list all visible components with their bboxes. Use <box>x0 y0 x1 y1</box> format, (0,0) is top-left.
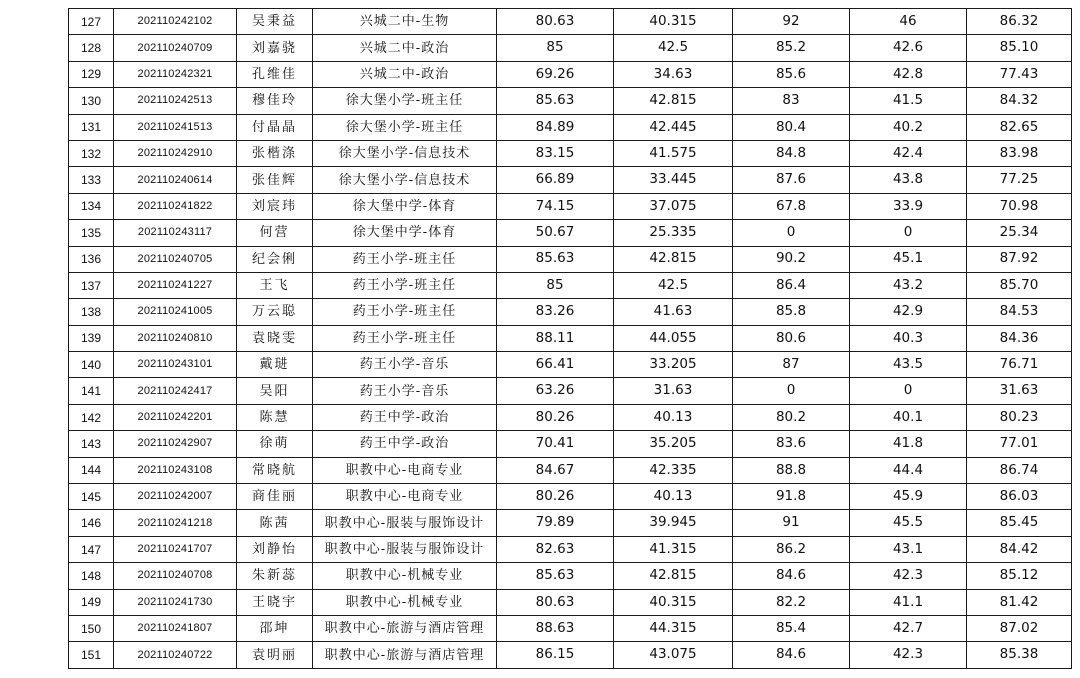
cell-total-score: 82.65 <box>967 114 1072 140</box>
cell-written-weighted: 43.075 <box>614 642 733 668</box>
cell-interview-weighted: 40.2 <box>850 114 967 140</box>
cell-written-score: 86.15 <box>497 642 614 668</box>
cell-interview-score: 67.8 <box>733 193 850 219</box>
table-row <box>69 536 1072 562</box>
cell-candidate-name: 徐萌 <box>237 431 313 457</box>
cell-written-weighted: 42.5 <box>614 272 733 298</box>
table-row <box>69 140 1072 166</box>
cell-written-score: 83.26 <box>497 299 614 325</box>
cell-written-score: 80.26 <box>497 484 614 510</box>
cell-written-weighted: 42.445 <box>614 114 733 140</box>
cell-written-score: 85 <box>497 35 614 61</box>
cell-candidate-name: 张楷涤 <box>237 140 313 166</box>
table-row <box>69 642 1072 668</box>
cell-exam-id: 202110243117 <box>114 220 237 246</box>
cell-seq-no: 137 <box>69 272 114 298</box>
cell-written-score: 83.15 <box>497 140 614 166</box>
cell-interview-score: 85.8 <box>733 299 850 325</box>
table-row <box>69 272 1072 298</box>
cell-interview-score: 80.2 <box>733 404 850 430</box>
cell-exam-id: 202110241218 <box>114 510 237 536</box>
cell-position: 徐大堡小学-班主任 <box>313 88 497 114</box>
cell-interview-weighted: 46 <box>850 9 967 35</box>
cell-seq-no: 133 <box>69 167 114 193</box>
cell-total-score: 85.70 <box>967 272 1072 298</box>
cell-exam-id: 202110241005 <box>114 299 237 325</box>
cell-interview-score: 80.6 <box>733 325 850 351</box>
table-row <box>69 9 1072 35</box>
cell-written-weighted: 33.205 <box>614 352 733 378</box>
table-row <box>69 589 1072 615</box>
cell-candidate-name: 王晓宇 <box>237 589 313 615</box>
cell-seq-no: 149 <box>69 589 114 615</box>
cell-interview-weighted: 42.4 <box>850 140 967 166</box>
cell-interview-score: 84.6 <box>733 642 850 668</box>
cell-interview-weighted: 45.1 <box>850 246 967 272</box>
cell-written-score: 70.41 <box>497 431 614 457</box>
cell-interview-weighted: 42.6 <box>850 35 967 61</box>
cell-seq-no: 146 <box>69 510 114 536</box>
cell-total-score: 87.92 <box>967 246 1072 272</box>
cell-written-weighted: 40.315 <box>614 589 733 615</box>
cell-position: 药王小学-班主任 <box>313 246 497 272</box>
cell-exam-id: 202110242201 <box>114 404 237 430</box>
score-table-body <box>69 9 1072 669</box>
cell-interview-weighted: 45.9 <box>850 484 967 510</box>
cell-exam-id: 202110240705 <box>114 246 237 272</box>
cell-exam-id: 202110242417 <box>114 378 237 404</box>
cell-written-weighted: 42.815 <box>614 88 733 114</box>
cell-seq-no: 127 <box>69 9 114 35</box>
cell-interview-weighted: 43.1 <box>850 536 967 562</box>
cell-position: 职教中心-电商专业 <box>313 457 497 483</box>
cell-written-weighted: 35.205 <box>614 431 733 457</box>
table-row <box>69 431 1072 457</box>
cell-position: 药王小学-班主任 <box>313 325 497 351</box>
cell-interview-weighted: 42.9 <box>850 299 967 325</box>
cell-interview-score: 0 <box>733 378 850 404</box>
table-row <box>69 563 1072 589</box>
cell-interview-weighted: 41.1 <box>850 589 967 615</box>
cell-written-weighted: 33.445 <box>614 167 733 193</box>
cell-exam-id: 202110242007 <box>114 484 237 510</box>
table-row <box>69 484 1072 510</box>
cell-written-weighted: 40.13 <box>614 484 733 510</box>
cell-total-score: 85.12 <box>967 563 1072 589</box>
cell-interview-score: 91 <box>733 510 850 536</box>
cell-seq-no: 141 <box>69 378 114 404</box>
cell-written-score: 88.11 <box>497 325 614 351</box>
cell-seq-no: 150 <box>69 615 114 641</box>
cell-position: 药王小学-音乐 <box>313 378 497 404</box>
cell-interview-weighted: 43.2 <box>850 272 967 298</box>
cell-candidate-name: 付晶晶 <box>237 114 313 140</box>
cell-candidate-name: 常晓航 <box>237 457 313 483</box>
cell-total-score: 31.63 <box>967 378 1072 404</box>
cell-exam-id: 202110240708 <box>114 563 237 589</box>
cell-interview-weighted: 42.3 <box>850 563 967 589</box>
cell-written-score: 80.63 <box>497 9 614 35</box>
cell-position: 职教中心-电商专业 <box>313 484 497 510</box>
cell-written-score: 88.63 <box>497 615 614 641</box>
cell-candidate-name: 邵坤 <box>237 615 313 641</box>
cell-candidate-name: 袁明丽 <box>237 642 313 668</box>
cell-seq-no: 151 <box>69 642 114 668</box>
cell-total-score: 85.45 <box>967 510 1072 536</box>
table-row <box>69 167 1072 193</box>
cell-written-weighted: 40.315 <box>614 9 733 35</box>
cell-position: 药王中学-政治 <box>313 431 497 457</box>
cell-candidate-name: 吴阳 <box>237 378 313 404</box>
cell-interview-score: 82.2 <box>733 589 850 615</box>
cell-seq-no: 130 <box>69 88 114 114</box>
cell-total-score: 86.03 <box>967 484 1072 510</box>
cell-candidate-name: 何营 <box>237 220 313 246</box>
cell-exam-id: 202110241822 <box>114 193 237 219</box>
cell-exam-id: 202110241227 <box>114 272 237 298</box>
cell-interview-weighted: 43.8 <box>850 167 967 193</box>
cell-seq-no: 145 <box>69 484 114 510</box>
cell-position: 职教中心-服装与服饰设计 <box>313 510 497 536</box>
cell-interview-weighted: 0 <box>850 220 967 246</box>
cell-written-score: 82.63 <box>497 536 614 562</box>
cell-interview-weighted: 0 <box>850 378 967 404</box>
cell-written-weighted: 44.315 <box>614 615 733 641</box>
cell-total-score: 84.42 <box>967 536 1072 562</box>
cell-written-weighted: 34.63 <box>614 61 733 87</box>
cell-written-weighted: 42.5 <box>614 35 733 61</box>
table-row <box>69 615 1072 641</box>
cell-written-score: 85.63 <box>497 246 614 272</box>
cell-interview-score: 86.2 <box>733 536 850 562</box>
cell-seq-no: 136 <box>69 246 114 272</box>
cell-total-score: 84.32 <box>967 88 1072 114</box>
table-row <box>69 35 1072 61</box>
cell-position: 药王小学-班主任 <box>313 272 497 298</box>
cell-written-weighted: 41.575 <box>614 140 733 166</box>
cell-exam-id: 202110240614 <box>114 167 237 193</box>
table-row <box>69 299 1072 325</box>
cell-exam-id: 202110240810 <box>114 325 237 351</box>
cell-interview-score: 85.2 <box>733 35 850 61</box>
cell-candidate-name: 商佳丽 <box>237 484 313 510</box>
cell-interview-weighted: 44.4 <box>850 457 967 483</box>
cell-interview-score: 91.8 <box>733 484 850 510</box>
cell-written-weighted: 40.13 <box>614 404 733 430</box>
cell-interview-weighted: 33.9 <box>850 193 967 219</box>
cell-exam-id: 202110241707 <box>114 536 237 562</box>
cell-seq-no: 147 <box>69 536 114 562</box>
cell-written-score: 50.67 <box>497 220 614 246</box>
cell-interview-weighted: 41.5 <box>850 88 967 114</box>
cell-position: 药王小学-音乐 <box>313 352 497 378</box>
cell-total-score: 84.53 <box>967 299 1072 325</box>
cell-total-score: 84.36 <box>967 325 1072 351</box>
cell-position: 兴城二中-政治 <box>313 35 497 61</box>
score-table <box>68 8 1072 669</box>
cell-interview-score: 86.4 <box>733 272 850 298</box>
cell-candidate-name: 刘宸玮 <box>237 193 313 219</box>
table-row <box>69 61 1072 87</box>
table-row <box>69 220 1072 246</box>
cell-position: 职教中心-机械专业 <box>313 589 497 615</box>
cell-total-score: 77.43 <box>967 61 1072 87</box>
cell-interview-score: 84.6 <box>733 563 850 589</box>
table-row <box>69 325 1072 351</box>
cell-exam-id: 202110240709 <box>114 35 237 61</box>
cell-total-score: 25.34 <box>967 220 1072 246</box>
cell-position: 药王小学-班主任 <box>313 299 497 325</box>
table-row <box>69 404 1072 430</box>
cell-total-score: 77.01 <box>967 431 1072 457</box>
cell-position: 兴城二中-生物 <box>313 9 497 35</box>
cell-interview-weighted: 42.7 <box>850 615 967 641</box>
cell-written-weighted: 42.815 <box>614 563 733 589</box>
cell-exam-id: 202110241730 <box>114 589 237 615</box>
cell-exam-id: 202110242910 <box>114 140 237 166</box>
cell-candidate-name: 刘嘉骁 <box>237 35 313 61</box>
cell-interview-weighted: 42.8 <box>850 61 967 87</box>
cell-candidate-name: 袁晓雯 <box>237 325 313 351</box>
cell-exam-id: 202110241807 <box>114 615 237 641</box>
cell-candidate-name: 刘静怡 <box>237 536 313 562</box>
cell-interview-score: 87.6 <box>733 167 850 193</box>
cell-exam-id: 202110242907 <box>114 431 237 457</box>
table-row <box>69 352 1072 378</box>
table-row <box>69 88 1072 114</box>
cell-seq-no: 132 <box>69 140 114 166</box>
cell-written-weighted: 37.075 <box>614 193 733 219</box>
cell-written-weighted: 42.335 <box>614 457 733 483</box>
cell-written-score: 79.89 <box>497 510 614 536</box>
cell-seq-no: 143 <box>69 431 114 457</box>
cell-candidate-name: 朱新蕊 <box>237 563 313 589</box>
cell-candidate-name: 陈慧 <box>237 404 313 430</box>
cell-exam-id: 202110243108 <box>114 457 237 483</box>
cell-position: 职教中心-服装与服饰设计 <box>313 536 497 562</box>
cell-total-score: 86.32 <box>967 9 1072 35</box>
cell-interview-weighted: 41.8 <box>850 431 967 457</box>
cell-total-score: 87.02 <box>967 615 1072 641</box>
cell-exam-id: 202110240722 <box>114 642 237 668</box>
cell-total-score: 85.10 <box>967 35 1072 61</box>
cell-candidate-name: 万云聪 <box>237 299 313 325</box>
cell-position: 徐大堡小学-信息技术 <box>313 167 497 193</box>
cell-interview-score: 90.2 <box>733 246 850 272</box>
cell-total-score: 83.98 <box>967 140 1072 166</box>
cell-interview-weighted: 43.5 <box>850 352 967 378</box>
cell-candidate-name: 吴秉益 <box>237 9 313 35</box>
cell-seq-no: 135 <box>69 220 114 246</box>
cell-position: 药王中学-政治 <box>313 404 497 430</box>
cell-position: 兴城二中-政治 <box>313 61 497 87</box>
cell-exam-id: 202110243101 <box>114 352 237 378</box>
table-row <box>69 114 1072 140</box>
cell-total-score: 86.74 <box>967 457 1072 483</box>
cell-total-score: 77.25 <box>967 167 1072 193</box>
cell-candidate-name: 王飞 <box>237 272 313 298</box>
cell-written-score: 85 <box>497 272 614 298</box>
cell-candidate-name: 孔维佳 <box>237 61 313 87</box>
cell-candidate-name: 戴琎 <box>237 352 313 378</box>
cell-seq-no: 131 <box>69 114 114 140</box>
cell-position: 徐大堡中学-体育 <box>313 193 497 219</box>
table-row <box>69 193 1072 219</box>
cell-exam-id: 202110242513 <box>114 88 237 114</box>
cell-interview-weighted: 40.3 <box>850 325 967 351</box>
table-row <box>69 246 1072 272</box>
cell-written-weighted: 39.945 <box>614 510 733 536</box>
cell-written-score: 63.26 <box>497 378 614 404</box>
cell-written-score: 85.63 <box>497 563 614 589</box>
cell-interview-score: 87 <box>733 352 850 378</box>
cell-written-score: 66.89 <box>497 167 614 193</box>
cell-interview-score: 80.4 <box>733 114 850 140</box>
cell-interview-score: 0 <box>733 220 850 246</box>
cell-seq-no: 140 <box>69 352 114 378</box>
table-row <box>69 378 1072 404</box>
cell-total-score: 80.23 <box>967 404 1072 430</box>
cell-written-score: 74.15 <box>497 193 614 219</box>
cell-interview-score: 92 <box>733 9 850 35</box>
cell-seq-no: 139 <box>69 325 114 351</box>
cell-interview-score: 83 <box>733 88 850 114</box>
cell-seq-no: 128 <box>69 35 114 61</box>
table-row <box>69 457 1072 483</box>
cell-written-score: 66.41 <box>497 352 614 378</box>
cell-written-weighted: 42.815 <box>614 246 733 272</box>
cell-exam-id: 202110241513 <box>114 114 237 140</box>
cell-written-score: 85.63 <box>497 88 614 114</box>
cell-position: 职教中心-旅游与酒店管理 <box>313 615 497 641</box>
cell-exam-id: 202110242102 <box>114 9 237 35</box>
cell-seq-no: 138 <box>69 299 114 325</box>
cell-exam-id: 202110242321 <box>114 61 237 87</box>
cell-candidate-name: 张佳辉 <box>237 167 313 193</box>
cell-written-weighted: 41.315 <box>614 536 733 562</box>
cell-written-weighted: 44.055 <box>614 325 733 351</box>
cell-written-score: 80.63 <box>497 589 614 615</box>
cell-total-score: 81.42 <box>967 589 1072 615</box>
cell-interview-score: 85.4 <box>733 615 850 641</box>
cell-candidate-name: 陈茜 <box>237 510 313 536</box>
cell-seq-no: 144 <box>69 457 114 483</box>
cell-interview-score: 85.6 <box>733 61 850 87</box>
cell-written-score: 80.26 <box>497 404 614 430</box>
cell-candidate-name: 穆佳玲 <box>237 88 313 114</box>
cell-interview-weighted: 45.5 <box>850 510 967 536</box>
cell-position: 徐大堡小学-班主任 <box>313 114 497 140</box>
cell-position: 徐大堡中学-体育 <box>313 220 497 246</box>
cell-position: 职教中心-旅游与酒店管理 <box>313 642 497 668</box>
table-row <box>69 510 1072 536</box>
cell-written-score: 84.67 <box>497 457 614 483</box>
cell-candidate-name: 纪会俐 <box>237 246 313 272</box>
cell-position: 徐大堡小学-信息技术 <box>313 140 497 166</box>
cell-interview-weighted: 42.3 <box>850 642 967 668</box>
cell-interview-score: 88.8 <box>733 457 850 483</box>
cell-interview-score: 83.6 <box>733 431 850 457</box>
cell-total-score: 85.38 <box>967 642 1072 668</box>
cell-position: 职教中心-机械专业 <box>313 563 497 589</box>
cell-seq-no: 142 <box>69 404 114 430</box>
cell-written-weighted: 25.335 <box>614 220 733 246</box>
cell-interview-weighted: 40.1 <box>850 404 967 430</box>
cell-written-score: 69.26 <box>497 61 614 87</box>
cell-written-weighted: 31.63 <box>614 378 733 404</box>
cell-total-score: 76.71 <box>967 352 1072 378</box>
cell-seq-no: 134 <box>69 193 114 219</box>
cell-written-score: 84.89 <box>497 114 614 140</box>
cell-total-score: 70.98 <box>967 193 1072 219</box>
cell-written-weighted: 41.63 <box>614 299 733 325</box>
cell-seq-no: 148 <box>69 563 114 589</box>
cell-interview-score: 84.8 <box>733 140 850 166</box>
cell-seq-no: 129 <box>69 61 114 87</box>
